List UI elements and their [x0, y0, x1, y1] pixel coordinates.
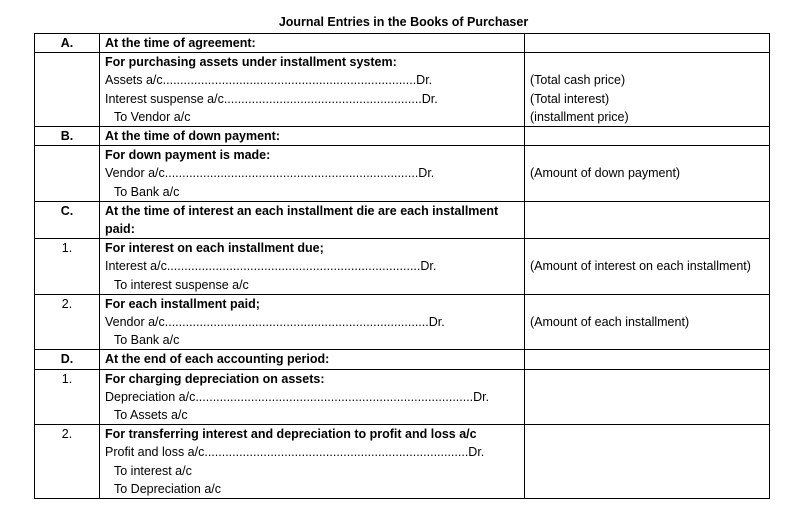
note-cell	[525, 425, 770, 499]
note-cell	[525, 239, 770, 295]
section-d1-entry-row	[35, 369, 770, 425]
note-cell	[525, 53, 770, 127]
note-text: (Total interest)	[530, 91, 610, 106]
row-number: A.	[35, 34, 100, 53]
note-text: (Amount of down payment)	[530, 166, 681, 181]
entry-heading: For interest on each installment due;	[105, 241, 324, 256]
note-cell	[525, 369, 770, 425]
debit-line: Vendor a/c............................................................................Dr.	[105, 315, 445, 330]
note-cell	[525, 127, 770, 146]
entry-heading: For down payment is made:	[105, 148, 271, 163]
entry-heading: For charging depreciation on assets:	[105, 371, 325, 386]
entry-cell	[100, 369, 525, 425]
note-text: (Amount of each installment)	[530, 315, 690, 330]
section-d-header-row	[35, 350, 770, 369]
section-heading: At the time of interest an each installment die are each installment paid:	[100, 201, 525, 238]
credit-line: To interest a/c	[114, 463, 192, 478]
note-text: (installment price)	[530, 109, 629, 124]
entry-heading: For transferring interest and depreciation to profit and loss a/c	[105, 427, 477, 442]
section-heading: At the end of each accounting period:	[100, 350, 525, 369]
row-number: B.	[35, 127, 100, 146]
section-b-header-row	[35, 127, 770, 146]
row-number: 2.	[35, 425, 100, 499]
row-number	[35, 53, 100, 127]
section-d2-entry-row	[35, 425, 770, 499]
note-text: (Total cash price)	[530, 73, 626, 88]
note-cell	[525, 294, 770, 350]
row-number: C.	[35, 201, 100, 238]
debit-line: Profit and loss a/c............................................................................Dr.	[105, 445, 485, 460]
journal-entries-table	[34, 33, 770, 499]
debit-line: Assets a/c.........................................................................Dr.	[105, 73, 433, 88]
note-cell	[525, 34, 770, 53]
row-number: 1.	[35, 369, 100, 425]
section-heading: At the time of agreement:	[100, 34, 525, 53]
entry-cell	[100, 53, 525, 127]
credit-line: To Depreciation a/c	[114, 481, 222, 496]
entry-cell	[100, 146, 525, 202]
section-heading: At the time of down payment:	[100, 127, 525, 146]
credit-line: To Bank a/c	[114, 184, 180, 199]
row-number: 1.	[35, 239, 100, 295]
section-b-entry-row	[35, 146, 770, 202]
row-number: D.	[35, 350, 100, 369]
entry-cell	[100, 425, 525, 499]
credit-line: To Vendor a/c	[114, 109, 191, 124]
section-c2-entry-row	[35, 294, 770, 350]
debit-line: Vendor a/c.........................................................................Dr.	[105, 166, 435, 181]
section-a-header-row	[35, 34, 770, 53]
section-c-header-row	[35, 201, 770, 238]
entry-heading: For each installment paid;	[105, 296, 260, 311]
note-text: (Amount of interest on each installment)	[530, 259, 751, 274]
row-number: 2.	[35, 294, 100, 350]
debit-line: Depreciation a/c................................................................................Dr.	[105, 389, 490, 404]
row-number	[35, 146, 100, 202]
section-a-entry-row	[35, 53, 770, 127]
note-cell	[525, 201, 770, 238]
note-cell	[525, 350, 770, 369]
section-c1-entry-row	[35, 239, 770, 295]
debit-line: Interest a/c.........................................................................Dr.	[105, 259, 437, 274]
credit-line: To Assets a/c	[114, 408, 188, 423]
page-title: Journal Entries in the Books of Purchaser	[278, 15, 529, 29]
credit-line: To Bank a/c	[114, 333, 180, 348]
entry-heading: For purchasing assets under installment system:	[105, 55, 397, 70]
note-cell	[525, 146, 770, 202]
entry-cell	[100, 294, 525, 350]
debit-line: Interest suspense a/c.........................................................Dr.	[105, 91, 438, 106]
entry-cell	[100, 239, 525, 295]
credit-line: To interest suspense a/c	[114, 277, 249, 292]
